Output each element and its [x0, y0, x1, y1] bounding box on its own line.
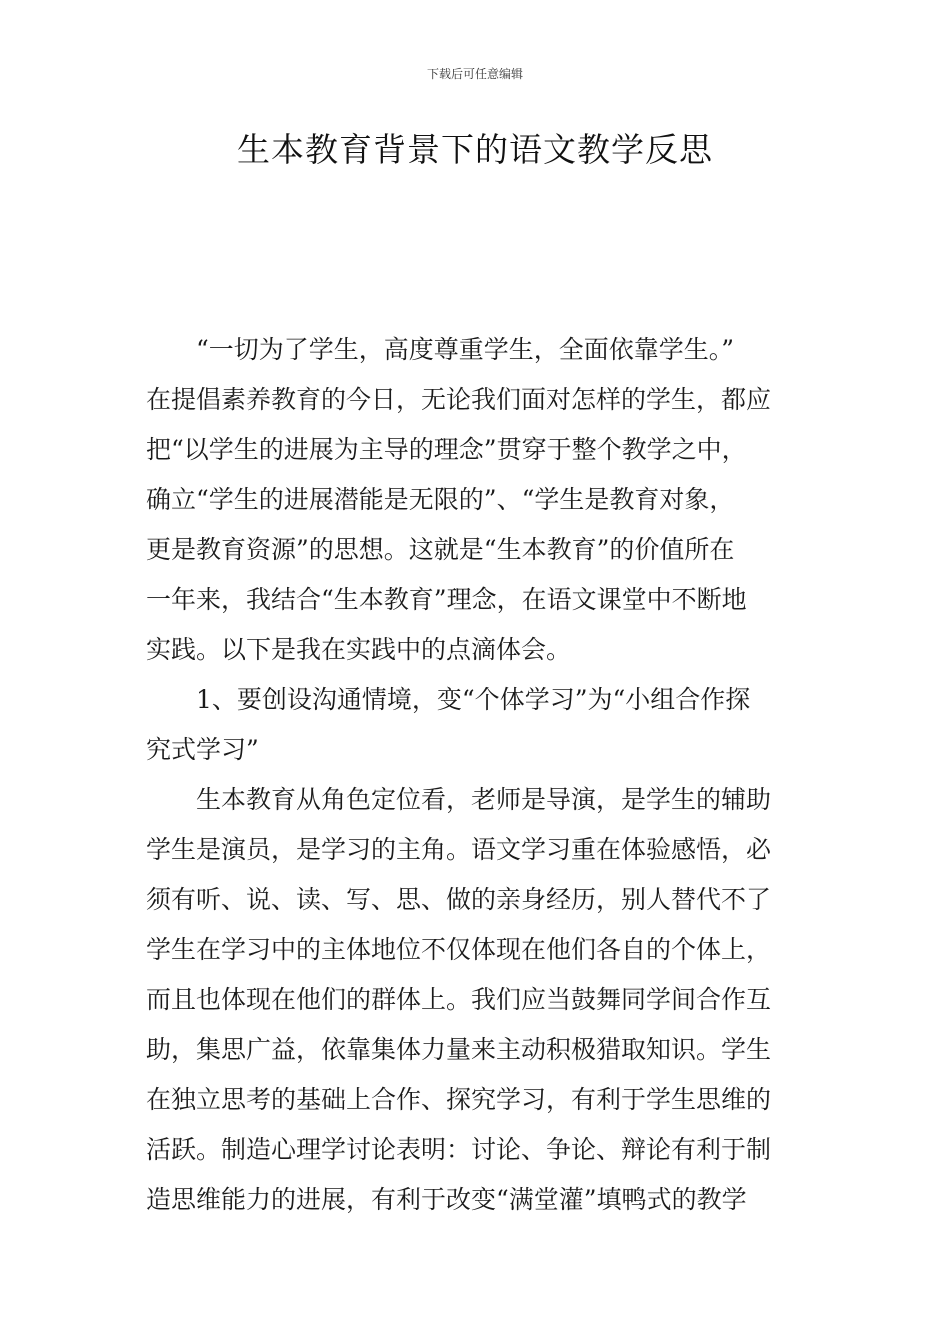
header-note: 下载后可任意编辑: [426, 67, 523, 81]
paragraph-line: “一切为了学生，高度尊重学生，全面依靠学生。”: [196, 335, 735, 364]
paragraph-line: 活跃。制造心理学讨论表明：讨论、争论、辩论有利于制: [146, 1135, 772, 1164]
paragraph-line: 生本教育从角色定位看，老师是导演，是学生的辅助: [196, 785, 772, 814]
paragraph-line: 实践。以下是我在实践中的点滴体会。: [146, 635, 572, 664]
paragraph-line: 学生在学习中的主体地位不仅体现在他们各自的个体上，: [146, 935, 772, 964]
paragraph-line: 助，集思广益，依靠集体力量来主动积极猎取知识。学生: [146, 1035, 772, 1064]
paragraph-line: 须有听、说、读、写、思、做的亲身经历，别人替代不了: [146, 885, 772, 914]
paragraph-line: 把“以学生的进展为主导的理念”贯穿于整个教学之中，: [146, 435, 747, 464]
paragraph-line: 而且也体现在他们的群体上。我们应当鼓舞同学间合作互: [146, 985, 772, 1014]
paragraph-line: 在提倡素养教育的今日，无论我们面对怎样的学生，都应: [146, 385, 772, 414]
document-title: 生本教育背景下的语文教学反思: [237, 130, 713, 169]
section-heading-line: 1、要创设沟通情境，变“个体学习”为“小组合作探: [196, 685, 751, 714]
paragraph-line: 更是教育资源”的思想。这就是“生本教育”的价值所在: [146, 535, 735, 564]
paragraph-line: 一年来，我结合“生本教育”理念，在语文课堂中不断地: [146, 585, 747, 614]
paragraph-line: 造思维能力的进展，有利于改变“满堂灌”填鸭式的教学: [146, 1185, 747, 1214]
section-heading-line: 究式学习”: [146, 735, 259, 764]
document-body: [146, 325, 808, 1225]
paragraph-line: 确立“学生的进展潜能是无限的”、“学生是教育对象，: [146, 485, 735, 514]
paragraph-line: 学生是演员，是学习的主角。语文学习重在体验感悟，必: [146, 835, 772, 864]
paragraph-line: 在独立思考的基础上合作、探究学习，有利于学生思维的: [146, 1085, 772, 1114]
